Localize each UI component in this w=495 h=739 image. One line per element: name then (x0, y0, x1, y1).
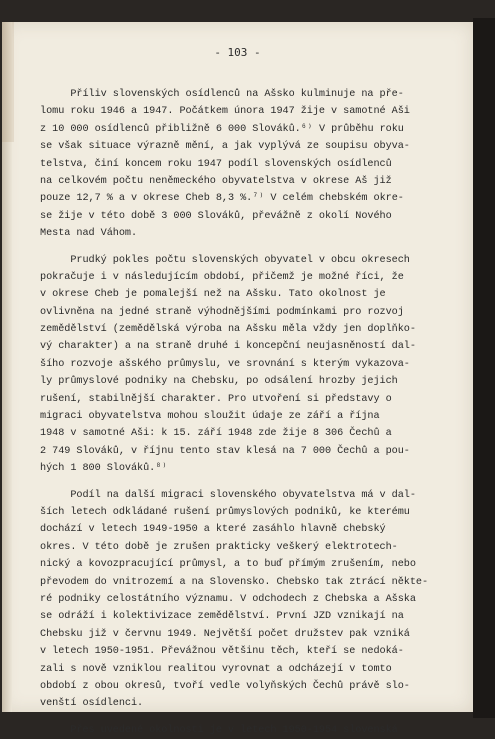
paragraph (40, 252, 460, 478)
text-line: venští osídlenci. (40, 698, 144, 710)
text-line: zemědělství (zemědělská výroba na Ašsku měla vždy jen doplňko- (40, 324, 416, 336)
text-line: ších letech odkládané rušení průmyslových podniků, ke kterému (40, 506, 410, 518)
paragraph (40, 722, 460, 739)
text-line: Podíl na další migraci slovenského obyvatelstva má v dal- (40, 489, 416, 501)
text-line: se žije v této době 3 000 Slováků, převážně z okolí Nového (40, 210, 392, 222)
text-line: Příliv slovenských osídlenců na Ašsko kulminuje na pře- (40, 89, 404, 100)
text-line: telstva, činí koncem roku 1947 podíl slovenských osídlenců (40, 158, 392, 170)
paragraph-gap (40, 713, 460, 722)
text-line: nický a kovozpracující průmysl, a to buď přímým zrušením, nebo (40, 559, 416, 571)
text-line: hých 1 800 Slováků.⁸⁾ (40, 463, 168, 475)
document-body (40, 86, 460, 739)
text-line: Mesta nad Váhom. (40, 228, 138, 240)
text-line: ovlivněna na jedné straně výhodnějšími podmínkami pro rozvoj (40, 306, 404, 318)
text-line: rušení, stabilnější charakter. Pro utvoření si představy o (40, 393, 392, 405)
text-line: vý charakter) a na straně druhé i koncepční neujasněností dal- (40, 341, 416, 353)
text-line: převodem do vnitrozemí a na Slovensko. Chebsko tak ztrácí někte- (40, 576, 429, 588)
paper-stain (2, 22, 14, 142)
text-line: pouze 12,7 % a v okrese Cheb 8,3 %.⁷⁾ V celém chebském okre- (40, 193, 404, 205)
text-line: lomu roku 1946 a 1947. Počátkem února 1947 žije v samotné Aši (40, 106, 410, 118)
document-page (2, 22, 473, 736)
text-line: na celkovém počtu neněmeckého obyvatelstva v okrese Aš již (40, 175, 392, 187)
text-line: zali s nově vzniklou realitou vyrovnat a odcházejí v tomto (40, 663, 392, 675)
text-line: Chebsku již v červnu 1949. Největší počet družstev pak vzniká (40, 628, 410, 640)
text-line: v okrese Cheb je pomalejší než na Ašsku. Tato okolnost je (40, 289, 386, 301)
paragraph-gap (40, 478, 460, 487)
text-line: se odráží i kolektivizace zemědělství. První JZD vznikají na (40, 611, 404, 623)
text-line: Přes uvedené okolnosti je v letech 1950-1954 slovenská (40, 724, 398, 736)
text-line: ré podniky celostátního významu. V odchodech z Chebska a Ašska (40, 593, 416, 605)
text-line: se však situace výrazně mění, a jak vyplývá ze soupisu obyva- (40, 141, 410, 153)
paragraph (40, 487, 460, 713)
text-line: pokračuje i v následujícím období, přičemž je možné říci, že (40, 271, 404, 283)
text-line: migraci obyvatelstva mohou sloužit údaje ze září a října (40, 411, 380, 423)
text-line: ly průmyslové podniky na Chebsku, po odsálení hrozby jejich (40, 376, 398, 388)
text-line: Prudký pokles počtu slovenských obyvatel v obcu okresech (40, 254, 410, 266)
text-line: okres. V této době je zrušen prakticky veškerý elektrotech- (40, 541, 398, 553)
paragraph-gap (40, 243, 460, 252)
text-line: z 10 000 osídlenců přibližně 6 000 Slováků.⁶⁾ V průběhu roku (40, 123, 404, 135)
text-line: šího rozvoje ašského průmyslu, ve srovnání s kterým vykazova- (40, 358, 410, 370)
page-number: - 103 - (214, 46, 261, 59)
text-line: dochází v letech 1949-1950 a které zasáhlo hlavně chebský (40, 524, 386, 536)
text-line: období z obou okresů, tvoří vedle volyňských Čechů právě slo- (40, 680, 410, 692)
text-line: 1948 v samotné Aši: k 15. září 1948 zde žije 8 306 Čechů a (40, 428, 392, 440)
text-line: v letech 1950-1951. Převážnou většinu těch, kteří se nedoká- (40, 646, 404, 658)
text-line: 2 749 Slováků, v říjnu tento stav klesá na 7 000 Čechů a pou- (40, 445, 410, 457)
paragraph (40, 86, 460, 243)
scan-edge (473, 18, 495, 718)
